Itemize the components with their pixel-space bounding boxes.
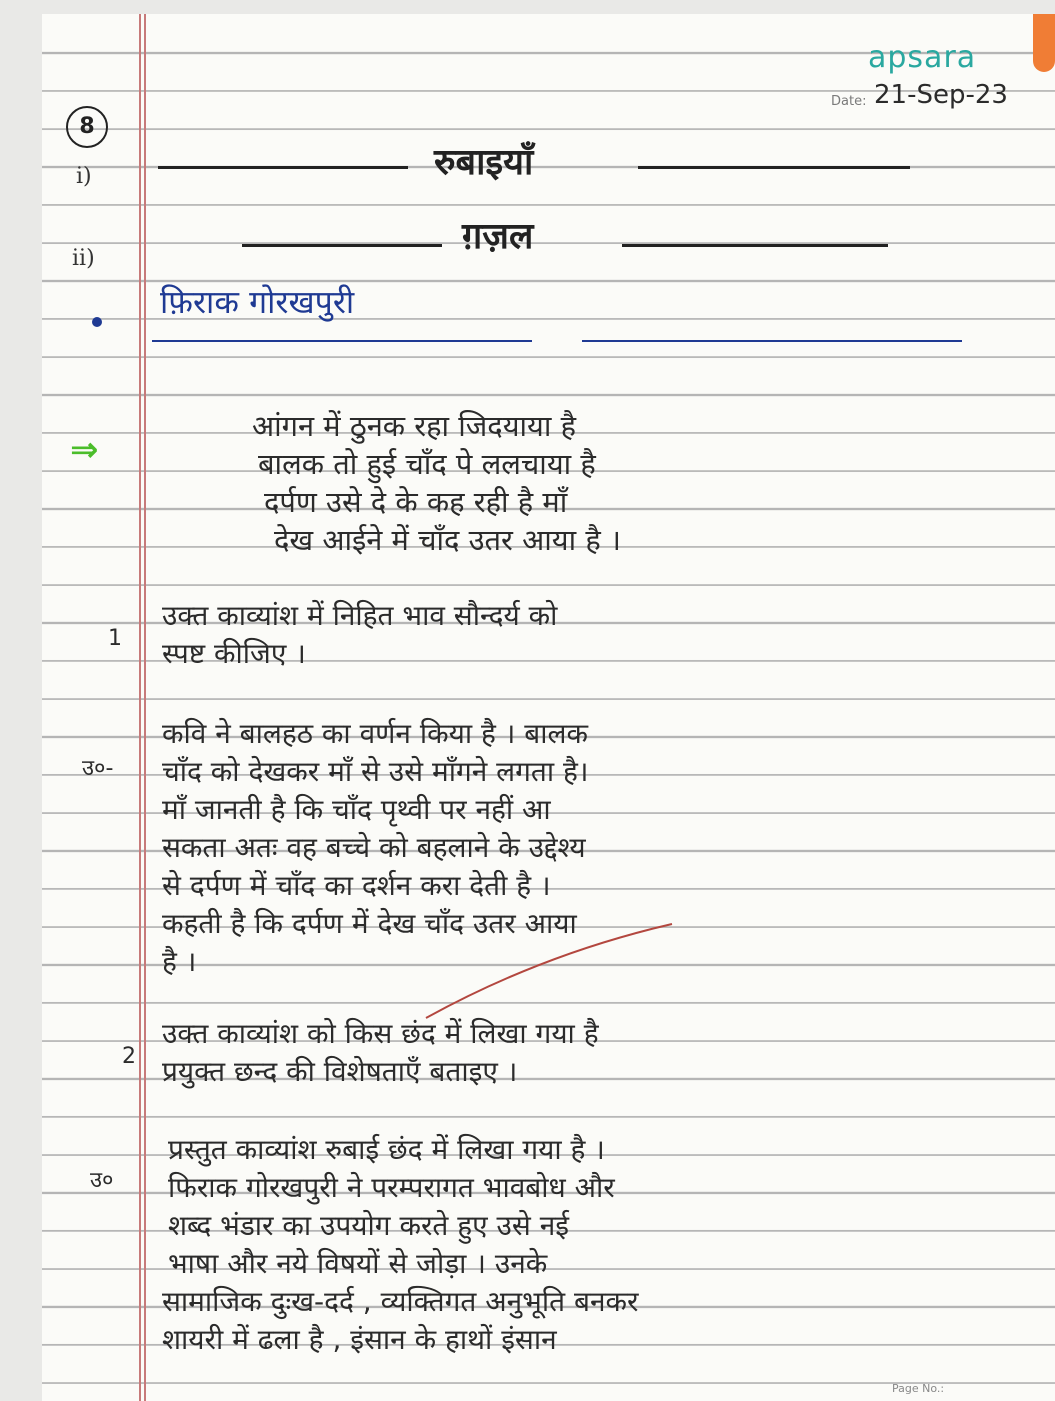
author-name: फ़िराक गोरखपुरी xyxy=(160,283,355,321)
answer-2-line-3: शब्द भंडार का उपयोग करते हुए उसे नई xyxy=(168,1209,569,1242)
margin-item-ii: ii) xyxy=(72,246,95,271)
answer-2-line-5: सामाजिक दुःख-दर्द , व्यक्तिगत अनुभूति बनकर xyxy=(162,1285,639,1318)
answer-1-line-3: माँ जानती है कि चाँद पृथ्वी पर नहीं आ xyxy=(162,793,551,826)
answer-1-line-7: है । xyxy=(162,945,197,978)
bullet-dot-icon xyxy=(92,317,102,327)
green-arrow-icon: ⇒ xyxy=(70,430,99,470)
answer-1-line-6: कहती है कि दर्पण में देख चाँद उतर आया xyxy=(162,907,577,940)
title-rubaiyan: रुबाइयाँ xyxy=(434,142,534,183)
answer-1-line-4: सकता अतः वह बच्चे को बहलाने के उद्देश्य xyxy=(162,831,586,864)
title-rule-left-2 xyxy=(242,244,442,247)
answer-1-line-5: से दर्पण में चाँद का दर्शन करा देती है । xyxy=(162,869,551,902)
author-underline-right xyxy=(582,340,962,342)
answer-1-line-2: चाँद को देखकर माँ से उसे माँगने लगता है। xyxy=(162,755,589,788)
answer-2-line-2: फिराक गोरखपुरी ने परम्परागत भावबोध और xyxy=(168,1171,615,1204)
question-2-line-2: प्रयुक्त छन्द की विशेषताएँ बताइए । xyxy=(162,1055,518,1088)
question-circle-number: 8 xyxy=(66,106,108,148)
answer-1-line-1: कवि ने बालहठ का वर्णन किया है । बालक xyxy=(162,717,588,750)
poem-line-3: दर्पण उसे दे के कह रही है माँ xyxy=(264,485,568,519)
answer-2-label: उ० xyxy=(90,1168,114,1193)
page-number-label: Page No.: xyxy=(892,1382,945,1395)
margin-item-i: i) xyxy=(76,164,92,189)
notebook-page xyxy=(42,14,1055,1401)
answer-2-line-6: शायरी में ढला है , इंसान के हाथों इंसान xyxy=(162,1323,557,1356)
answer-2-line-4: भाषा और नये विषयों से जोड़ा । उनके xyxy=(168,1247,548,1280)
question-1-line-1: उक्त काव्यांश में निहित भाव सौन्दर्य को xyxy=(162,599,558,632)
question-1-line-2: स्पष्ट कीजिए । xyxy=(162,637,306,670)
poem-line-2: बालक तो हुई चाँद पे ललचाया है xyxy=(258,447,596,481)
title-rule-left-1 xyxy=(158,166,408,169)
title-rule-right-2 xyxy=(622,244,888,247)
answer-1-label: उ०- xyxy=(82,756,114,781)
poem-line-1: आंगन में ठुनक रहा जिदयाया है xyxy=(252,409,576,443)
poem-line-4: देख आईने में चाँद उतर आया है । xyxy=(274,523,621,557)
date-value: 21-Sep-23 xyxy=(874,80,1008,110)
page-edge-tab xyxy=(1033,14,1055,72)
answer-2-line-1: प्रस्तुत काव्यांश रुबाई छंद में लिखा गया है । xyxy=(168,1133,605,1166)
date-label: Date: xyxy=(831,94,867,109)
question-2-line-1: उक्त काव्यांश को किस छंद में लिखा गया है xyxy=(162,1017,599,1050)
brand-logo: apsara xyxy=(868,40,977,75)
margin-line-left xyxy=(139,14,141,1401)
red-pen-stroke xyxy=(422,914,682,1024)
question-1-number: 1 xyxy=(108,626,122,651)
author-underline-left xyxy=(152,340,532,342)
margin-line-right xyxy=(144,14,146,1401)
title-ghazal: ग़ज़ल xyxy=(462,216,534,257)
question-2-number: 2 xyxy=(122,1044,136,1069)
title-rule-right-1 xyxy=(638,166,910,169)
